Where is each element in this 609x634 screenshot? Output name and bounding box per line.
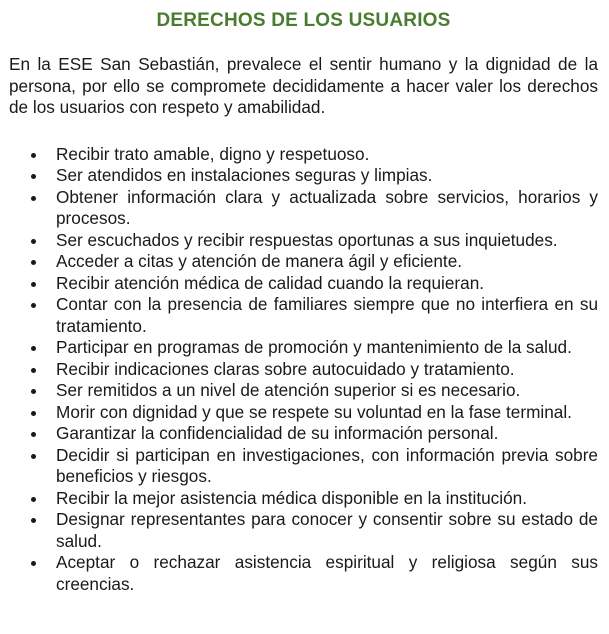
list-item-text: Participar en programas de promoción y mantenimiento de la salud. [56,337,572,357]
bullet-icon [31,282,36,287]
list-item-text: Ser remitidos a un nivel de atención superior si es necesario. [56,380,521,400]
bullet-icon [31,432,36,437]
bullet-icon [31,389,36,394]
list-item [9,337,598,359]
list-item [9,230,598,252]
bullet-icon [31,368,36,373]
list-item-text: Contar con la presencia de familiares siempre que no interfiera en su tratamiento. [56,294,598,336]
list-item [9,144,598,166]
list-item-text: Recibir indicaciones claras sobre autocuidado y tratamiento. [56,358,515,379]
list-item-text: Recibir trato amable, digno y respetuoso. [56,143,370,164]
list-item [9,423,598,445]
list-item-text: Morir con dignidad y que se respete su voluntad en la fase terminal. [56,401,572,422]
list-item [9,273,598,295]
bullet-icon [31,239,36,244]
list-item [9,359,598,381]
bullet-icon [31,174,36,179]
list-item [9,187,598,230]
list-item-text: Garantizar la confidencialidad de su información personal. [56,423,499,443]
list-item [9,294,598,337]
list-item [9,509,598,552]
list-item [9,402,598,424]
list-item [9,552,598,595]
bullet-icon [31,454,36,459]
bullet-icon [31,303,36,308]
list-item-text: Recibir atención médica de calidad cuando la requieran. [56,272,485,293]
bullet-icon [31,260,36,265]
list-item [9,488,598,510]
bullet-icon [31,196,36,201]
list-item-text: Decidir si participan en investigaciones, con información previa sobre beneficios y riesgos. [56,444,598,486]
list-item-text: Aceptar o rechazar asistencia espiritual y religiosa según sus creencias. [56,552,598,594]
list-item-text: Ser escuchados y recibir respuestas oportunas a sus inquietudes. [56,229,558,250]
list-item [9,165,598,187]
bullet-icon [31,561,36,566]
list-item-text: Designar representantes para conocer y consentir sobre su estado de salud. [56,509,598,551]
list-item-text: Ser atendidos en instalaciones seguras y limpias. [56,165,433,185]
bullet-icon [31,153,36,158]
bullet-icon [31,411,36,416]
list-item-text: Obtener información clara y actualizada sobre servicios, horarios y procesos. [56,186,598,228]
document-title: DERECHOS DE LOS USUARIOS [156,10,451,31]
intro-paragraph: En la ESE San Sebastián, prevalece el sentir humano y la dignidad de la persona, por ello se compromete decididamente a hacer valer los derechos de los usuarios con respeto y amabilidad. [9,54,598,117]
list-item-text: Recibir la mejor asistencia médica disponible en la institución. [56,487,527,508]
bullet-icon [31,518,36,523]
bullet-icon [31,497,36,502]
list-item [9,380,598,402]
list-item [9,251,598,273]
rights-list [9,144,598,596]
list-item [9,445,598,488]
list-item-text: Acceder a citas y atención de manera ágil y eficiente. [56,251,463,271]
bullet-icon [31,346,36,351]
